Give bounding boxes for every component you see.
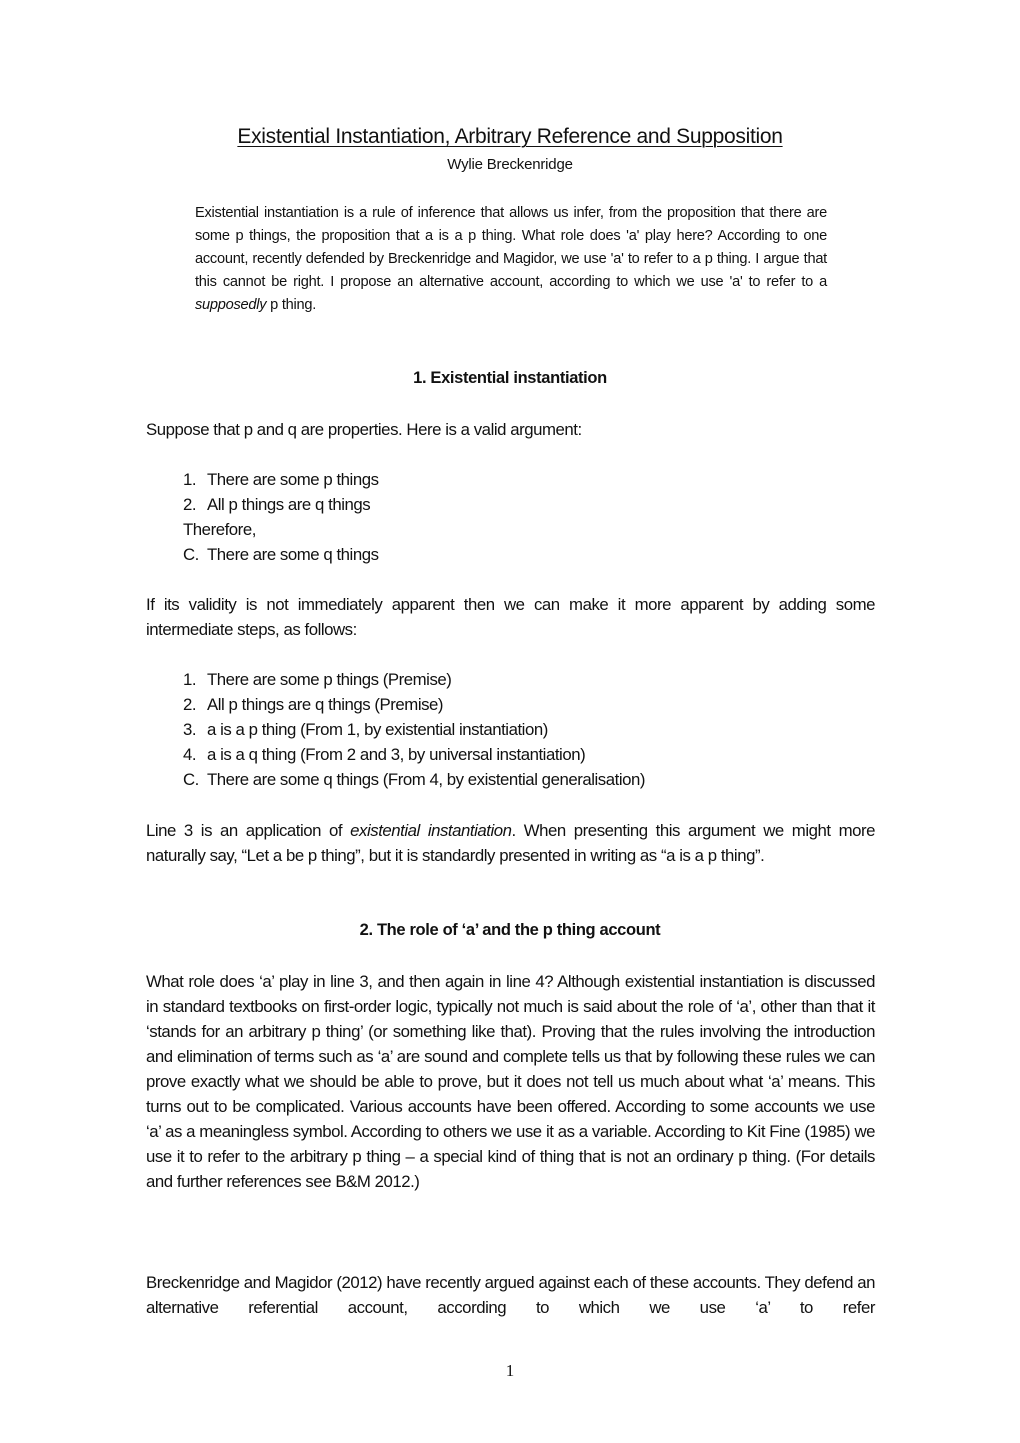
- step-number: 1.: [183, 470, 197, 489]
- abstract-italic: supposedly: [195, 297, 267, 313]
- abstract-text: Existential instantiation is a rule of inference that allows us infer, from the proposition that there are some p things, the proposition that a is a p thing. What role does 'a' play here? According to one account, recently defended by Breckenridge and Magidor, we use 'a' to refer to a p thing. I argue that this cannot be right. I propose an alternative account, according to which we use 'a' to refer to a: [195, 205, 827, 290]
- section-heading-2: 2. The role of ‘a’ and the p thing account: [359, 921, 661, 939]
- step-number: C.: [183, 545, 199, 564]
- argument-step: [183, 767, 645, 792]
- section1-para3: [146, 818, 875, 868]
- step-number: 2.: [183, 695, 197, 714]
- argument-list-1: [183, 467, 379, 567]
- step-text: There are some p things: [207, 470, 379, 489]
- step-number: 1.: [183, 670, 197, 689]
- section1-para2: If its validity is not immediately apparent then we can make it more apparent by adding some intermediate steps, as follows:: [146, 595, 875, 639]
- argument-step: [183, 467, 379, 492]
- argument-step: [183, 717, 645, 742]
- paper-title: [0, 124, 1020, 150]
- step-text: There are some q things (From 4, by existential generalisation): [207, 770, 646, 789]
- step-text: There are some p things (Premise): [207, 670, 452, 689]
- argument-step: [183, 517, 379, 542]
- step-text: All p things are q things: [207, 495, 371, 514]
- section2-para2: Breckenridge and Magidor (2012) have recently argued against each of these accounts. They defend an alternative referential account, according to which we use ‘a’ to refer: [146, 1273, 875, 1317]
- section2-para1: What role does ‘a’ play in line 3, and then again in line 4? Although existential instantiation is discussed in standard textbooks on first-order logic, typically not much is said about the role of ‘a’, other than that it ‘stands for an arbitrary p thing’ (or something like that). Proving that the rules involving the introduction and elimination of terms such as ‘a’ are sound and complete tells us that by following these rules we can prove exactly what we should be able to prove, but it does not tell us much about what ‘a’ means. This turns out to be complicated. Various accounts have been offered. According to some accounts we use ‘a’ as a meaningless symbol. According to others we use it as a variable. According to Kit Fine (1985) we use it to refer to the arbitrary p thing – a special kind of thing that is not an ordinary p thing. (For details and further references see B&M 2012.): [146, 972, 875, 1191]
- argument-step: [183, 742, 645, 767]
- section-heading-1: 1. Existential instantiation: [413, 369, 607, 387]
- step-text: There are some q things: [207, 545, 379, 564]
- abstract-text-end: p thing.: [266, 297, 317, 313]
- argument-step: [183, 692, 645, 717]
- argument-list-2: [183, 667, 645, 792]
- argument-step: [183, 542, 379, 567]
- step-text: All p things are q things (Premise): [207, 695, 444, 714]
- step-number: 4.: [183, 745, 197, 764]
- section1-intro: Suppose that p and q are properties. Here is a valid argument:: [146, 420, 582, 439]
- step-text: a is a p thing (From 1, by existential instantiation): [207, 720, 548, 739]
- step-number: 3.: [183, 720, 197, 739]
- step-number: C.: [183, 770, 199, 789]
- step-number: 2.: [183, 495, 197, 514]
- paper-title-text: Existential Instantiation, Arbitrary Reference and Supposition: [237, 125, 783, 148]
- argument-step: [183, 667, 645, 692]
- argument-step: [183, 492, 379, 517]
- page-number: 1: [505, 1361, 515, 1380]
- para3-text-end: . When presenting this argument we might more naturally say, “Let a be p thing”, but it is standardly presented in writing as “a is a p thing”.: [146, 821, 876, 865]
- step-text: Therefore,: [183, 520, 256, 539]
- para3-text: Line 3 is an application of: [146, 821, 351, 840]
- step-text: a is a q thing (From 2 and 3, by universal instantiation): [207, 745, 586, 764]
- abstract: [195, 202, 827, 317]
- para3-italic: existential instantiation: [350, 821, 512, 840]
- paper-author: Wylie Breckenridge: [447, 156, 573, 173]
